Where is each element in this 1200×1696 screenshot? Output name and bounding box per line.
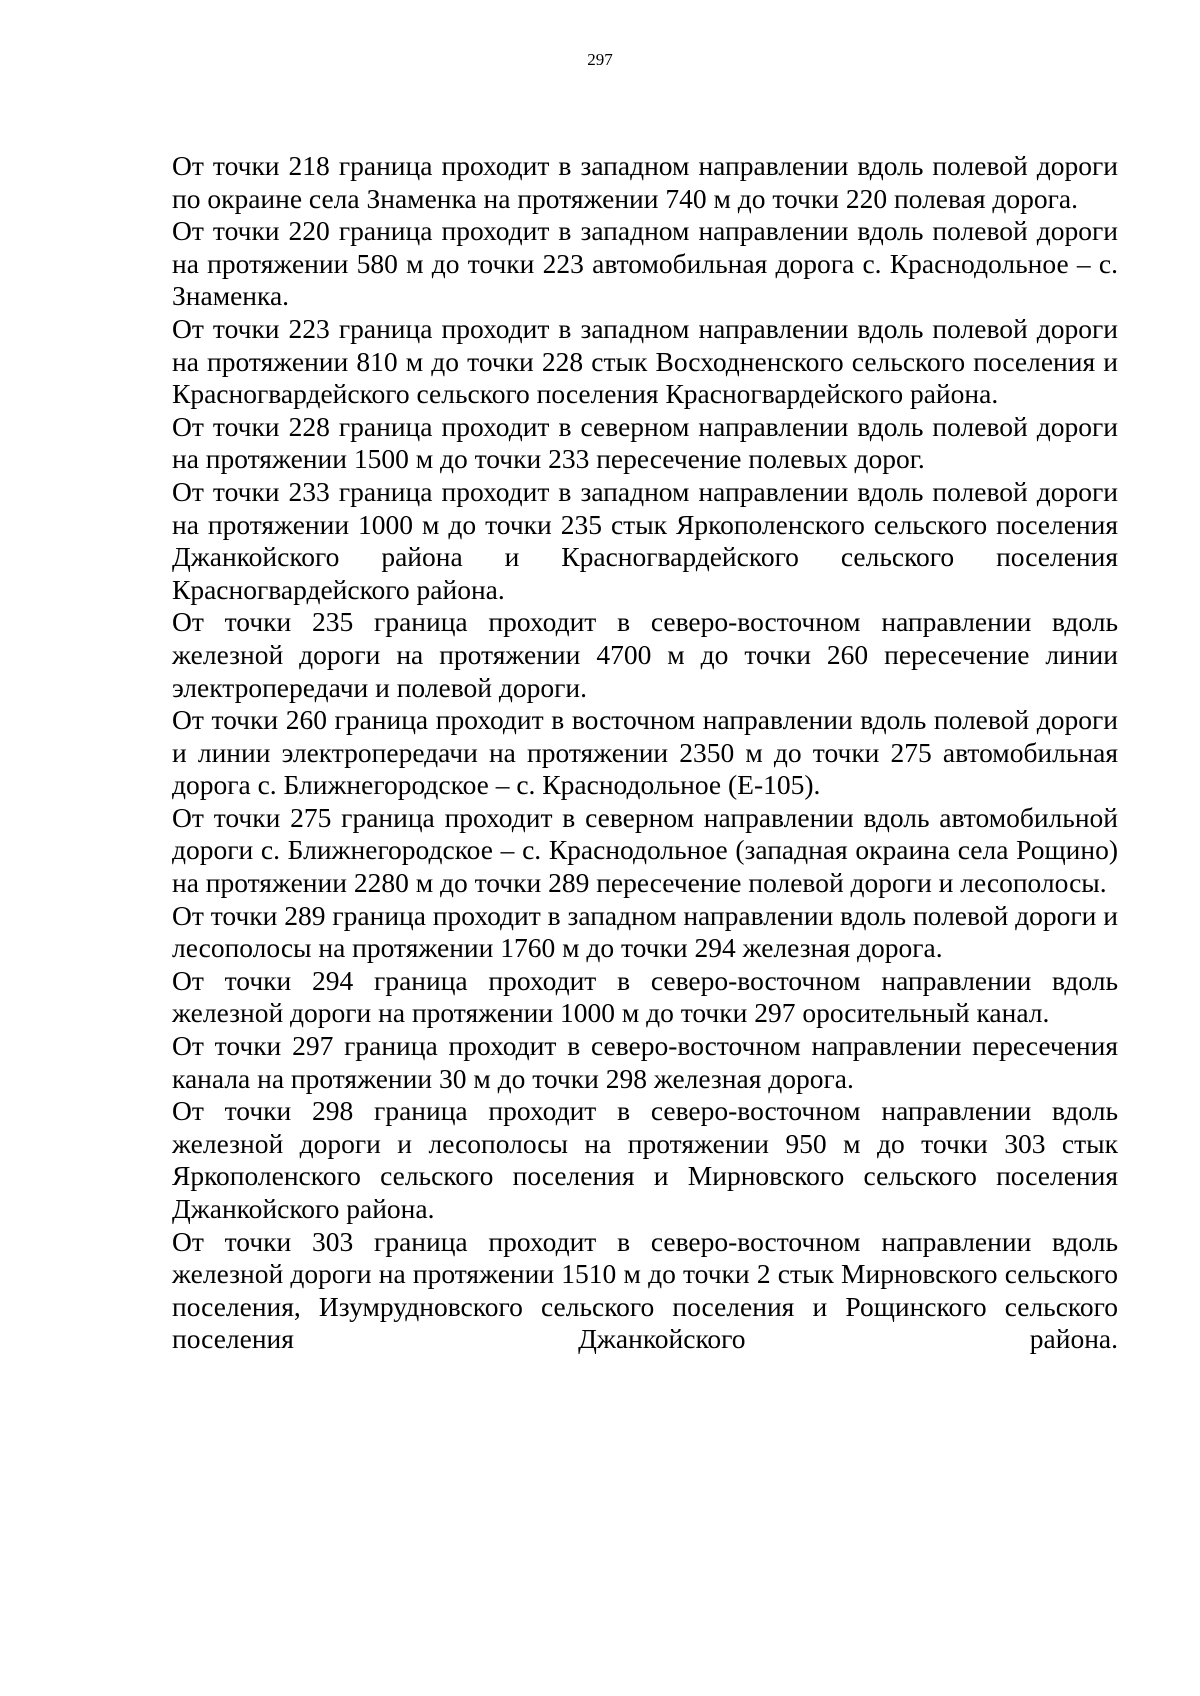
- page-number: 297: [587, 50, 613, 69]
- paragraph-point-260: От точки 260 граница проходит в восточном направлении вдоль полевой дороги и линии электропередачи на протяжении 2350 м до точки 275 автомобильная дорога с. Ближнегородское – с. Краснодольное (Е-105).: [172, 704, 1118, 801]
- paragraph-point-297: От точки 297 граница проходит в северо-восточном направлении пересечения канала на протяжении 30 м до точки 298 железная дорога.: [172, 1030, 1118, 1094]
- paragraph-point-218: От точки 218 граница проходит в западном направлении вдоль полевой дороги по окраине села Знаменка на протяжении 740 м до точки 220 полевая дорога.: [172, 150, 1118, 214]
- paragraph-point-220: От точки 220 граница проходит в западном направлении вдоль полевой дороги на протяжении 580 м до точки 223 автомобильная дорога с. Краснодольное – с. Знаменка.: [172, 215, 1118, 312]
- paragraph-point-223: От точки 223 граница проходит в западном направлении вдоль полевой дороги на протяжении 810 м до точки 228 стык Восходненского сельского поселения и Красногвардейского сельского поселения Красногвардейского района.: [172, 312, 1118, 410]
- paragraph-point-294: От точки 294 граница проходит в северо-восточном направлении вдоль железной дороги на протяжении 1000 м до точки 297 оросительный канал.: [172, 964, 1118, 1029]
- paragraph-point-275: От точки 275 граница проходит в северном направлении вдоль автомобильной дороги с. Ближнегородское – с. Краснодольное (западная окраина села Рощино) на протяжении 2280 м до точки 289 пересечение полевой дороги и лесополосы.: [172, 801, 1118, 899]
- paragraph-point-228: От точки 228 граница проходит в северном направлении вдоль полевой дороги на протяжении 1500 м до точки 233 пересечение полевых дорог.: [172, 410, 1118, 475]
- paragraph-point-233: От точки 233 граница проходит в западном направлении вдоль полевой дороги на протяжении 1000 м до точки 235 стык Яркополенского сельского поселения Джанкойского района и Красногвардейского сельского поселения Красногвардейского района.: [172, 475, 1118, 605]
- paragraph-point-298: От точки 298 граница проходит в северо-восточном направлении вдоль железной дороги и лесополосы на протяжении 950 м до точки 303 стык Яркополенского сельского поселения и Мирновского сельского поселения Джанкойского района.: [172, 1095, 1118, 1224]
- paragraph-point-303: От точки 303 граница проходит в северо-восточном направлении вдоль железной дороги на протяжении 1510 м до точки 2 стык Мирновского сельского поселения, Изумрудновского сельского поселения и Рощинского сельского поселения Джанкойского района.: [172, 1225, 1118, 1355]
- paragraph-point-235: От точки 235 граница проходит в северо-восточном направлении вдоль железной дороги на протяжении 4700 м до точки 260 пересечение линии электропередачи и полевой дороги.: [172, 606, 1118, 703]
- document-body: [172, 150, 1118, 1356]
- paragraph-point-289: От точки 289 граница проходит в западном направлении вдоль полевой дороги и лесополосы на протяжении 1760 м до точки 294 железная дорога.: [172, 899, 1118, 964]
